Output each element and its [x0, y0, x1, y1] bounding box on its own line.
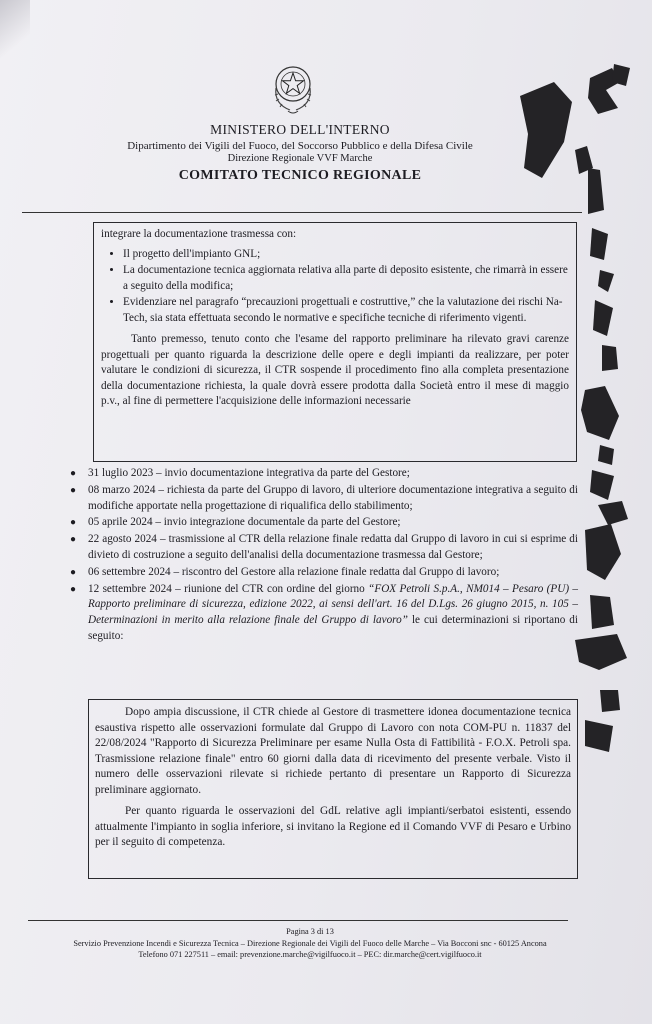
- bullet-icon: ●: [70, 566, 77, 578]
- ministry-name: MINISTERO DELL'INTERNO: [210, 122, 390, 137]
- timeline-item-text: 12 settembre 2024 – riunione del CTR con ordine del giorno: [88, 582, 365, 595]
- page-number: Pagina 3 di 13: [286, 927, 334, 936]
- list-item: • Il progetto dell'impianto GNL;: [123, 247, 569, 263]
- footer-address: Servizio Prevenzione Incendi e Sicurezza Tecnica – Direzione Regionale dei Vigili del Fuoco delle Marche – Via Bocconi snc - 60125 Ancona: [73, 938, 547, 948]
- bullet-icon: ●: [70, 534, 77, 546]
- suspension-paragraph: Tanto premesso, tenuto conto che l'esame del rapporto preliminare ha rilevato gravi carenze progettuali per quanto riguarda la descrizione delle opere e degli impianti da realizzare, per poter valutare le condizioni di sicurezza, il CTR sospende il procedimento fino alla completa presentazione della documentazione richiesta, la quale dovrà essere prodotta dalla Società entro il mese di maggio p.v., al fine di permettere l'acquisizione delle informazioni necessarie: [101, 333, 569, 407]
- committee-name: COMITATO TECNICO REGIONALE: [178, 168, 422, 183]
- bullet-icon: ●: [70, 468, 77, 479]
- determination-paragraph: Dopo ampia discussione, il CTR chiede al Gestore di trasmettere idonea documentazione tecnica esaustiva rispetto alle osservazioni formulate dal Gruppo di Lavoro con nota COM-PU n. 11837 del 22/08/2024 "Rapporto di Sicurezza Preliminare per esame Nulla Osta di Fattibilità - F.O.X. Petroli spa. Trasmissione relazione finale" entro 60 giorni dalla data di ricevimento del presente verbale. Visto il numero delle osservazioni rilevate si richiede pertanto di presentare un Rapporto di Sicurezza preliminare aggiornato.: [95, 706, 571, 796]
- list-item: • La documentazione tecnica aggiornata relativa alla parte di deposito esistente, che rimarrà in essere a seguito della modifica;: [123, 263, 569, 294]
- existing-tanks-paragraph: Per quanto riguarda le osservazioni del GdL relative agli impianti/serbatoi esistenti, essendo attualmente l'impianto in soglia inferiore, si invitano la Regione ed il Comando VVF di Pesaro e Urbino per il seguito di competenza.: [95, 805, 571, 848]
- regional-directorate: Direzione Regionale VVF Marche: [227, 153, 373, 164]
- bullet-icon: ●: [70, 484, 77, 496]
- timeline-item-text: 05 aprile 2024 – invio integrazione documentale da parte del Gestore;: [88, 516, 401, 529]
- department-name: Dipartimento dei Vigili del Fuoco, del Soccorso Pubblico e della Difesa Civile: [127, 140, 473, 152]
- requests-intro: integrare la documentazione trasmessa con:: [101, 228, 297, 240]
- timeline-item-text: 06 settembre 2024 – riscontro del Gestore alla relazione finale redatta dal Gruppo di lavoro;: [88, 565, 500, 578]
- footer-contacts: Telefono 071 227511 – email: prevenzione.marche@vigilfuoco.it – PEC: dir.marche@cert.vigilfuoco.it: [138, 950, 482, 959]
- timeline-item-text: 22 agosto 2024 – trasmissione al CTR della relazione finale redatta dal Gruppo di lavoro in cui si esprime di divieto di costruzione a seguito dell'analisi della documentazione trasmessa dal Gestore;: [88, 533, 578, 561]
- timeline-item-text: 08 marzo 2024 – richiesta da parte del Gruppo di lavoro, di ulteriore documentazione integrativa a seguito di modifiche apportate nella progettazione di riqualifica dello stabilimento;: [88, 483, 578, 512]
- agenda-title: “FOX Petroli S.p.A., NM014 – Pesaro (PU) – Rapporto preliminare di sicurezza, edizione 2022, ai sensi dell'art. 16 del D.Lgs. 26 giugno 2015, n. 105 – Determinazioni in merito alla relazione finale del Gruppo di lavoro”: [88, 582, 579, 627]
- bullet-icon: ●: [70, 583, 77, 595]
- bullet-icon: ●: [70, 517, 77, 529]
- timeline-item-text: 31 luglio 2023 – invio documentazione integrativa da parte del Gestore;: [88, 467, 410, 479]
- list-item: • Evidenziare nel paragrafo “precauzioni progettuali e costruttive,” che la valutazione dei rischi Na-Tech, sia stata effettuata secondo le normative e specifiche tecniche di riferimento vigenti.: [123, 295, 569, 326]
- timeline-item-suffix: le cui determinazioni si riportano di seguito:: [88, 614, 579, 642]
